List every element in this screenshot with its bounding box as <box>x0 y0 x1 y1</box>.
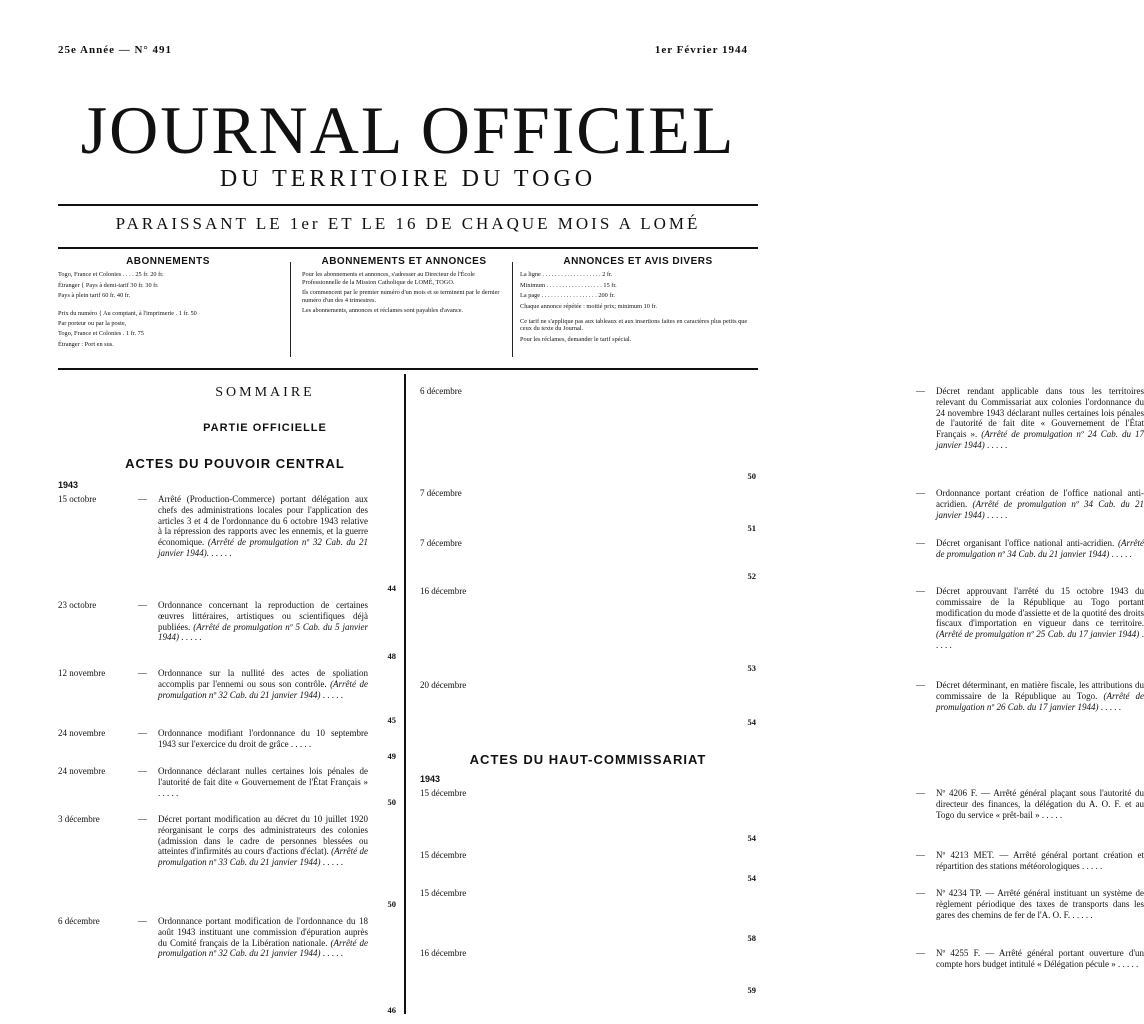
entry-date: 3 décembre <box>58 814 100 824</box>
box-line: Minimum . . . . . . . . . . . . . . . . . . 15 fr. <box>520 281 617 289</box>
entry-promulgation: (Arrêté de promulgation nº 32 Cab. du 21 janvier 1944) <box>158 937 369 959</box>
sommaire-title: SOMMAIRE <box>215 385 315 400</box>
entry-dash: — <box>138 766 147 776</box>
sommaire-entry <box>420 680 1144 728</box>
sommaire-entry <box>420 888 1144 944</box>
box-abonnements <box>58 258 278 351</box>
entry-promulgation: (Arrêté de promulgation nº 32 Cab. du 21 janvier 1944) <box>158 678 369 700</box>
box-line: Togo, France et Colonies . 1 fr. 75 <box>58 330 144 338</box>
entry-date: 23 octobre <box>58 600 97 610</box>
year-label: 1943 <box>420 774 441 784</box>
column-divider <box>404 374 406 1014</box>
box-line: Par porteur ou par la poste, <box>58 320 127 328</box>
box-title: ABONNEMENTS <box>126 256 210 267</box>
entry-dash: — <box>916 680 925 690</box>
entry-text: Ordonnance portant modification de l'ordonnance du 18 août 1943 instituant une commission d'épuration auprès du Comité français de la Libération nationale. (Arrêté de promulgation nº 32 Cab. du 21 janvier 1944) . . . . . <box>158 916 369 959</box>
entry-dash: — <box>916 948 925 958</box>
sommaire-entry <box>420 788 1144 844</box>
entry-page: 50 <box>747 471 756 482</box>
entry-description: Décret déterminant, en matière fiscale, les attributions du commissaire de la République au Togo. <box>936 680 1144 701</box>
entry-date: 24 novembre <box>58 766 106 776</box>
entry-date: 16 décembre <box>420 948 467 958</box>
sommaire-entry <box>58 814 396 910</box>
sommaire-entry <box>58 600 396 662</box>
entry-date: 6 décembre <box>58 916 100 926</box>
divider <box>58 368 758 370</box>
box-line: Ce tarif ne s'applique pas aux tableaux et aux insertions faites en caractères plus petits que ceux du texte du Journal. <box>520 318 748 333</box>
box-abonnements-annonces <box>302 258 506 317</box>
entry-page: 54 <box>747 873 756 884</box>
box-line: Pays à plein tarif 60 fr. 40 fr. <box>58 292 131 300</box>
entry-date: 16 décembre <box>420 586 467 596</box>
entry-page: 50 <box>387 797 396 808</box>
entry-date: 15 décembre <box>420 888 467 898</box>
entry-text: Décret organisant l'office national anti-acridien. (Arrêté de promulgation nº 34 Cab. du 21 janvier 1944) . . . . . <box>936 538 1144 559</box>
entry-page: 45 <box>387 715 396 726</box>
entry-description: Ordonnance portant création de l'office national anti-acridien. <box>936 488 1144 509</box>
entry-dash: — <box>916 788 925 798</box>
entry-page: 54 <box>747 717 756 728</box>
entry-date: 12 novembre <box>58 668 106 678</box>
box-line: Chaque annonce répétée : moitié prix; minimum 10 fr. <box>520 302 657 310</box>
entry-dash: — <box>916 586 925 596</box>
entry-promulgation: (Arrêté de promulgation nº 5 Cab. du 5 janvier 1944) <box>158 621 368 643</box>
entry-description: Nº 4213 MET. — Arrêté général portant création et répartition des stations météorologiques <box>936 850 1144 871</box>
entry-page: 46 <box>387 1005 396 1016</box>
entry-description: Ordonnance modifiant l'ordonnance du 10 septembre 1943 sur l'exercice du droit de grâce <box>158 728 368 749</box>
entry-text: Ordonnance modifiant l'ordonnance du 10 septembre 1943 sur l'exercice du droit de grâce . . . . . <box>158 728 368 749</box>
entry-promulgation: (Arrêté de promulgation nº 32 Cab. du 21 janvier 1944). <box>158 537 369 558</box>
entry-description: Ordonnance déclarant nulles certaines lois pénales de l'autorité de fait dite « Gouvernement de l'État Français » <box>158 766 368 787</box>
entry-text: Nº 4255 F. — Arrêté général portant ouverture d'un compte hors budget intitulé « Délégation pécule » . . . . . <box>936 948 1144 969</box>
box-title: ANNONCES ET AVIS DIVERS <box>563 256 713 267</box>
entry-description: Ordonnance portant modification de l'ordonnance du 18 août 1943 instituant une commission d'épuration auprès du Comité français de la Libération nationale. <box>158 916 368 948</box>
sommaire-entry <box>420 386 1144 482</box>
box-line: Ils commencent par le premier numéro d'un mois et se terminent par le dernier numéro d'un des 4 trimestres. <box>302 289 500 304</box>
entry-description: Décret approuvant l'arrêté du 15 octobre 1943 du commissaire de la République au Togo portant modification du mode d'assiette et de la quotité des droits fiscaux d'importation en vigueur dans ce territoire. <box>936 586 1144 629</box>
entry-description: Ordonnance concernant la reproduction de certaines œuvres littéraires, artistiques ou scientifiques déjà publiées. <box>158 600 368 632</box>
entry-text: Nº 4206 F. — Arrêté général plaçant sous l'autorité du directeur des finances, la délégation du A. O. F. et au Togo du service « prêt-bail » . . . . . <box>936 788 1144 820</box>
entry-description: Nº 4255 F. — Arrêté général portant ouverture d'un compte hors budget intitulé « Délégation pécule » <box>936 948 1144 969</box>
divider <box>58 204 758 206</box>
entry-description: Nº 4234 TP. — Arrêté général instituant un système de règlement périodique des taxes de transports dans les gares des chemins de fer de l'A. O. F. <box>936 888 1144 920</box>
sommaire-entry <box>58 916 396 1016</box>
entry-text: Arrêté (Production-Commerce) portant délégation aux chefs des administrations locales pour l'application des articles 3 et 4 de l'ordonnance du 6 octobre 1943 relative à la répression des rapports avec les ennemis, et la guerre économique. (Arrêté de promulgation nº 32 Cab. du 21 janvier 1944). . . . . . <box>158 494 369 558</box>
entry-promulgation: (Arrêté de promulgation nº 33 Cab. du 21 janvier 1944) <box>158 846 369 868</box>
entry-text: Ordonnance sur la nullité des actes de spoliation accomplis par l'ennemi ou sous son contrôle. (Arrêté de promulgation nº 32 Cab. du 21 janvier 1944) . . . . . <box>158 668 369 700</box>
sommaire-entry <box>420 948 1144 996</box>
entry-promulgation: (Arrêté de promulgation nº 34 Cab. du 21 janvier 1944) <box>936 538 1144 559</box>
entry-text: Décret rendant applicable dans tous les territoires relevant du Commissariat aux colonies l'ordonnance du 24 novembre 1943 déclarant nulles certaines lois pénales de l'autorité de fait dite « Gouvernement de l'État Français ». (Arrêté de promulgation nº 24 Cab. du 17 janvier 1944) . . . . . <box>936 386 1144 450</box>
divider <box>512 262 513 357</box>
entry-dash: — <box>916 488 925 498</box>
entry-text: Décret approuvant l'arrêté du 15 octobre 1943 du commissaire de la République au Togo portant modification du mode d'assiette et de la quotité des droits fiscaux d'importation en vigueur dans ce territoire. (Arrêté de promulgation nº 25 Cab. du 17 janvier 1944) . . . . . <box>936 586 1144 650</box>
issue-number: 25e Année — N° 491 <box>58 44 173 56</box>
entry-date: 15 décembre <box>420 850 467 860</box>
entry-text: Ordonnance déclarant nulles certaines lois pénales de l'autorité de fait dite « Gouvernement de l'État Français » . . . . . <box>158 766 368 798</box>
sommaire-entry <box>58 728 396 762</box>
publication-line: PARAISSANT LE 1er ET LE 16 DE CHAQUE MOIS A LOMÉ <box>115 214 701 233</box>
issue-date: 1er Février 1944 <box>654 44 748 56</box>
entry-dash: — <box>916 386 925 396</box>
divider <box>290 262 291 357</box>
entry-dash: — <box>138 728 147 738</box>
entry-date: 15 décembre <box>420 788 467 798</box>
year-label: 1943 <box>58 480 79 490</box>
box-line: Pour les abonnements et annonces, s'adresser au Directeur de l'École Professionnelle de la Mission Catholique de LOMÉ, TOGO. <box>302 271 475 286</box>
journal-title: JOURNAL OFFICIEL <box>80 92 736 168</box>
entry-text: Ordonnance portant création de l'office national anti-acridien. (Arrêté de promulgation nº 34 Cab. du 21 janvier 1944) . . . . . <box>936 488 1144 520</box>
entry-description: Décret portant modification au décret du 10 juillet 1920 réorganisant le corps des administrateurs des colonies (admission dans le cadre de personnes blessées ou atteintes d'infirmités au cours d'actions d'éclat). <box>158 814 368 857</box>
entry-page: 52 <box>747 571 756 582</box>
entry-text: Nº 4213 MET. — Arrêté général portant création et répartition des stations météorologiques . . . . . <box>936 850 1144 871</box>
divider <box>58 247 758 249</box>
entry-page: 51 <box>747 523 756 534</box>
section-haut-commissariat: ACTES DU HAUT-COMMISSARIAT <box>469 752 707 767</box>
sommaire-entry <box>58 494 396 594</box>
entry-page: 48 <box>387 651 396 662</box>
entry-dash: — <box>916 888 925 898</box>
entry-text: Nº 4234 TP. — Arrêté général instituant un système de règlement périodique des taxes de transports dans les gares des chemins de fer de l'A. O. F. . . . . . <box>936 888 1144 920</box>
entry-dash: — <box>916 538 925 548</box>
box-line: Étranger { Pays à demi-tarif 30 fr. 30 fr. <box>58 281 159 289</box>
entry-promulgation: (Arrêté de promulgation nº 25 Cab. du 17 janvier 1944) <box>936 629 1140 640</box>
entry-page: 49 <box>387 751 396 762</box>
entry-date: 15 octobre <box>58 494 97 504</box>
box-line: La page . . . . . . . . . . . . . . . . . . 200 fr. <box>520 292 615 300</box>
entry-promulgation: (Arrêté de promulgation nº 26 Cab. du 17 janvier 1944) <box>936 690 1144 712</box>
box-line: Prix du numéro { Au comptant, à l'imprimerie . 1 fr. 50 <box>58 309 197 317</box>
entry-description: Arrêté (Production-Commerce) portant délégation aux chefs des administrations locales pour l'application des articles 3 et 4 de l'ordonnance du 6 octobre 1943 relative à la répression des rapports avec les ennemis, et la guerre économique. <box>158 494 368 548</box>
entry-description: Nº 4206 F. — Arrêté général plaçant sous l'autorité du directeur des finances, la délégation du A. O. F. et au Togo du service « prêt-bail » <box>936 788 1144 820</box>
sommaire-entry <box>58 668 396 726</box>
entry-dash: — <box>138 600 147 610</box>
entry-dash: — <box>138 668 147 678</box>
entry-page: 58 <box>747 933 756 944</box>
box-line: Les abonnements, annonces et réclames sont payables d'avance. <box>302 307 464 315</box>
sommaire-entry <box>420 488 1144 534</box>
section-pouvoir-central: ACTES DU POUVOIR CENTRAL <box>125 456 345 471</box>
sommaire-entry <box>420 586 1144 674</box>
box-annonces-avis <box>520 258 756 346</box>
box-title: ABONNEMENTS ET ANNONCES <box>321 256 487 267</box>
box-line: Étranger : Port en sus. <box>58 340 114 348</box>
entry-text: Décret déterminant, en matière fiscale, les attributions du commissaire de la République au Togo. (Arrêté de promulgation nº 26 Cab. du 17 janvier 1944) . . . . . <box>936 680 1144 712</box>
entry-date: 20 décembre <box>420 680 467 690</box>
journal-subtitle: DU TERRITOIRE DU TOGO <box>219 166 597 192</box>
entry-date: 7 décembre <box>420 488 462 498</box>
box-line: Togo, France et Colonies . . . . 25 fr. 20 fr. <box>58 271 164 279</box>
entry-page: 44 <box>387 583 396 594</box>
entry-date: 24 novembre <box>58 728 106 738</box>
entry-description: Décret rendant applicable dans tous les territoires relevant du Commissariat aux colonies l'ordonnance du 24 novembre 1943 déclarant nulles certaines lois pénales de l'autorité de fait dite « Gouvernement de l'État Français ». <box>936 386 1144 440</box>
entry-page: 53 <box>747 663 756 674</box>
entry-dash: — <box>138 494 147 504</box>
entry-page: 54 <box>747 833 756 844</box>
box-line: Pour les réclames, demander le tarif spécial. <box>520 335 632 343</box>
entry-dash: — <box>916 850 925 860</box>
entry-dash: — <box>138 916 147 926</box>
entry-text: Décret portant modification au décret du 10 juillet 1920 réorganisant le corps des administrateurs des colonies (admission dans le cadre de personnes blessées ou atteintes d'infirmités au cours d'actions d'éclat). (Arrêté de promulgation nº 33 Cab. du 21 janvier 1944) . . . . . <box>158 814 369 868</box>
sommaire-entry <box>58 766 396 808</box>
entry-page: 59 <box>747 985 756 996</box>
entry-promulgation: (Arrêté de promulgation nº 34 Cab. du 21 janvier 1944) <box>936 498 1144 520</box>
entry-promulgation: (Arrêté de promulgation nº 24 Cab. du 17 janvier 1944) <box>936 429 1144 450</box>
entry-text: Ordonnance concernant la reproduction de certaines œuvres littéraires, artistiques ou scientifiques déjà publiées. (Arrêté de promulgation nº 5 Cab. du 5 janvier 1944) . . . . . <box>158 600 368 643</box>
entry-description: Décret organisant l'office national anti-acridien. <box>936 538 1115 548</box>
entry-dash: — <box>138 814 147 824</box>
entry-date: 6 décembre <box>420 386 462 396</box>
sommaire-entry <box>420 538 1144 582</box>
sommaire-entry <box>420 850 1144 884</box>
entry-date: 7 décembre <box>420 538 462 548</box>
box-line: La ligne . . . . . . . . . . . . . . . . . . . 2 fr. <box>520 271 613 279</box>
partie-officielle: PARTIE OFFICIELLE <box>203 422 327 434</box>
entry-description: Ordonnance sur la nullité des actes de spoliation accomplis par l'ennemi ou sous son contrôle. <box>158 668 368 689</box>
entry-page: 50 <box>387 899 396 910</box>
